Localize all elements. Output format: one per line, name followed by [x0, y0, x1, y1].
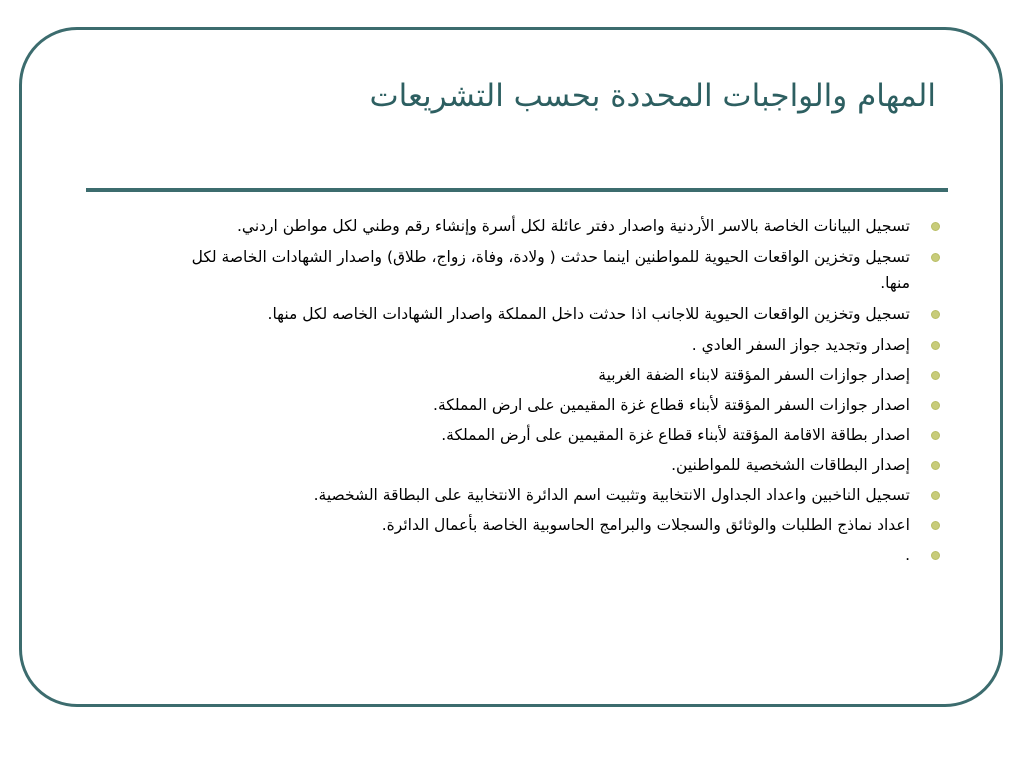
- list-item: [140, 244, 940, 296]
- list-item-text: اصدار جوازات السفر المؤقتة لأبناء قطاع غزة المقيمين على ارض المملكة.: [433, 396, 910, 414]
- bullet-icon: [931, 341, 940, 350]
- list-item-text: تسجيل البيانات الخاصة بالاسر الأردنية واصدار دفتر عائلة لكل أسرة وإنشاء رقم وطني لكل مواطن اردني.: [236, 217, 910, 235]
- list-item: [140, 213, 940, 239]
- bullet-icon: [931, 310, 940, 319]
- list-item: [140, 512, 940, 538]
- list-item: [140, 452, 940, 478]
- list-item: [140, 422, 940, 448]
- list-item-text: اصدار بطاقة الاقامة المؤقتة لأبناء قطاع غزة المقيمين على أرض المملكة.: [441, 426, 910, 444]
- list-item-text: .: [905, 546, 910, 564]
- slide-title: المهام والواجبات المحددة بحسب التشريعات: [369, 78, 936, 114]
- list-item: [140, 301, 940, 327]
- list-item: [140, 392, 940, 418]
- list-item: [140, 332, 940, 358]
- bullet-icon: [931, 253, 940, 262]
- bullet-icon: [931, 461, 940, 470]
- bullet-icon: [931, 491, 940, 500]
- bullet-icon: [931, 371, 940, 380]
- list-item-text: اعداد نماذج الطلبات والوثائق والسجلات والبرامج الحاسوبية الخاصة بأعمال الدائرة.: [381, 516, 910, 534]
- list-item-text: تسجيل وتخزين الواقعات الحيوية للاجانب اذا حدثت داخل المملكة واصدار الشهادات الخاصه لكل منها.: [267, 305, 910, 323]
- list-item-text: إصدار البطاقات الشخصية للمواطنين.: [671, 456, 910, 474]
- bullet-list: [140, 213, 940, 572]
- list-item: [140, 542, 940, 568]
- bullet-icon: [931, 222, 940, 231]
- list-item: [140, 362, 940, 388]
- list-item: [140, 482, 940, 508]
- list-item-text: تسجيل الناخبين واعداد الجداول الانتخابية وتثبيت اسم الدائرة الانتخابية على البطاقة الشخصية.: [313, 486, 910, 504]
- bullet-icon: [931, 401, 940, 410]
- bullet-icon: [931, 431, 940, 440]
- bullet-icon: [931, 521, 940, 530]
- list-item-text: تسجيل وتخزين الواقعات الحيوية للمواطنين اينما حدثت ( ولادة، وفاة، زواج، طلاق) واصدار الشهادات الخاصة لكل منها.: [191, 248, 910, 292]
- list-item-text: إصدار جوازات السفر المؤقتة لابناء الضفة الغربية: [598, 366, 910, 384]
- list-item-text: إصدار وتجديد جواز السفر العادي .: [691, 336, 910, 354]
- bullet-icon: [931, 551, 940, 560]
- title-divider: [86, 188, 948, 192]
